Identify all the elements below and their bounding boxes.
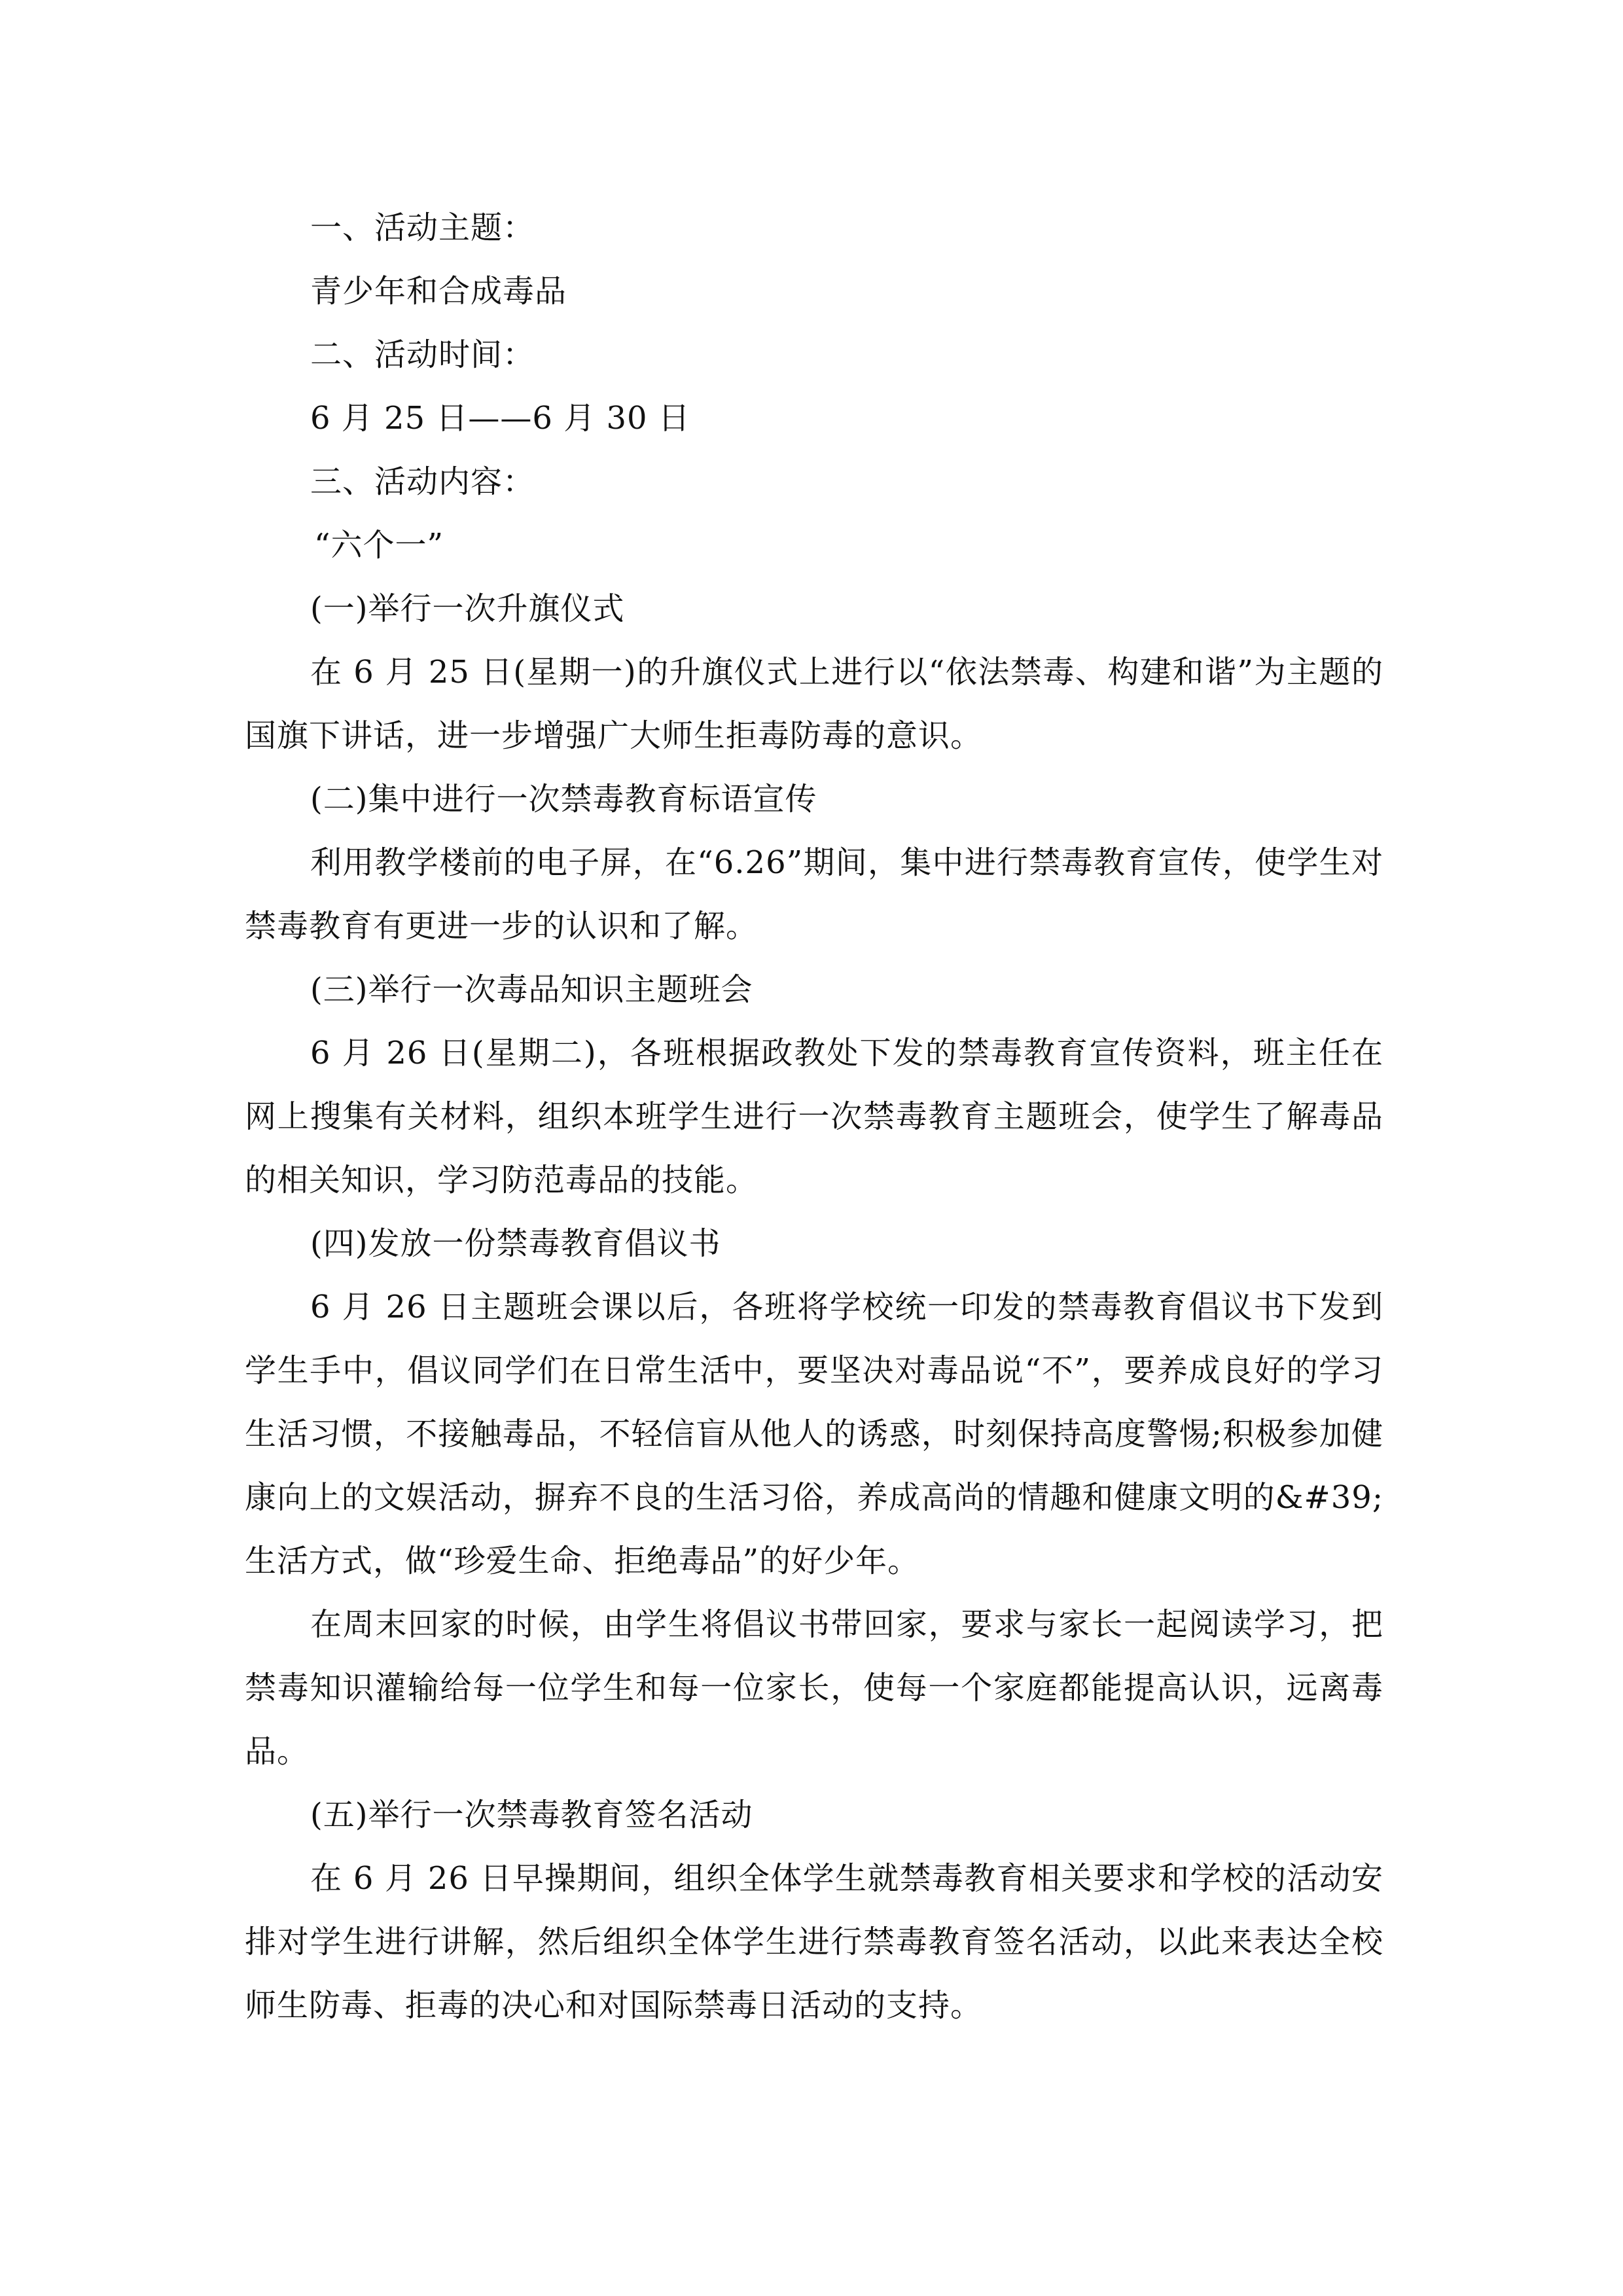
item-heading-2: (二)集中进行一次禁毒教育标语宣传 [310,781,817,817]
section-heading-content: 三、活动内容： [310,463,535,500]
item-body-3: 6 月 26 日(星期二)，各班根据政教处下发的禁毒教育宣传资料，班主任在网上搜集有关材料，组织本班学生进行一次禁毒教育主题班会，使学生了解毒品的相关知识，学习防范毒品的技能。 [245,1035,1383,1198]
item-body-5: 在 6 月 26 日早操期间，组织全体学生就禁毒教育相关要求和学校的活动安排对学生进行讲解，然后组织全体学生进行禁毒教育签名活动，以此来表达全校师生防毒、拒毒的决心和对国际禁毒日活动的支持。 [245,1860,1383,2024]
section-heading-theme: 一、活动主题： [310,209,535,246]
item-body-4b: 在周末回家的时候，由学生将倡议书带回家，要求与家长一起阅读学习，把禁毒知识灌输给每一位学生和每一位家长，使每一个家庭都能提高认识，远离毒品。 [245,1606,1383,1770]
item-heading-4: (四)发放一份禁毒教育倡议书 [310,1225,721,1262]
time-text: 6 月 25 日——6 月 30 日 [310,400,690,437]
item-body-2: 利用教学楼前的电子屏，在“6.26”期间，集中进行禁毒教育宣传，使学生对禁毒教育有更进一步的认识和了解。 [245,844,1383,944]
document-body [245,196,1383,2037]
item-heading-1: (一)举行一次升旗仪式 [310,590,625,627]
section-heading-time: 二、活动时间： [310,336,535,373]
item-body-4: 6 月 26 日主题班会课以后，各班将学校统一印发的禁毒教育倡议书下发到学生手中，倡议同学们在日常生活中，要坚决对毒品说“不”，要养成良好的学习生活习惯，不接触毒品，不轻信盲从他人的诱惑，时刻保持高度警惕;积极参加健康向上的文娱活动，摒弃不良的生活习俗，养成高尚的情趣和健康文明的&#39;生活方式，做“珍爱生命、拒绝毒品”的好少年。 [245,1289,1383,1579]
item-heading-5: (五)举行一次禁毒教育签名活动 [310,1797,753,1833]
theme-text: 青少年和合成毒品 [310,273,567,310]
item-heading-3: (三)举行一次毒品知识主题班会 [310,971,753,1008]
item-body-1: 在 6 月 25 日(星期一)的升旗仪式上进行以“依法禁毒、构建和谐”为主题的国旗下讲话，进一步增强广大师生拒毒防毒的意识。 [245,654,1383,754]
six-ones-label: “六个一” [314,527,444,564]
